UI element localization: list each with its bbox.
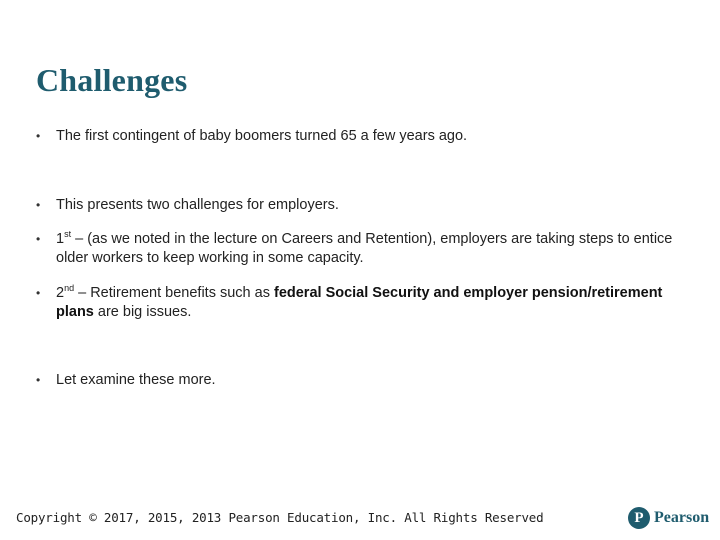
bullet-body: – (as we noted in the lecture on Careers and Retention), employers are taking steps to entice older workers to keep working in some capacity. — [56, 231, 673, 266]
bullet-text — [56, 230, 686, 268]
pearson-logo-text: Pearson — [654, 509, 710, 526]
bullet-body-before: – Retirement benefits such as — [74, 285, 274, 301]
ordinal-number: 1 — [56, 231, 65, 247]
bullet-marker: • — [36, 286, 41, 300]
bullet-marker: • — [36, 198, 41, 212]
bullet-body-after: are big issues. — [93, 304, 192, 320]
bullet-body-bold: federal Social Security and employer pension/retirement plans — [56, 285, 663, 320]
bullet-item-2 — [36, 196, 686, 215]
copyright-notice: Copyright © 2017, 2015, 2013 Pearson Education, Inc. All Rights Reserved — [16, 510, 544, 525]
bullet-marker: • — [36, 129, 41, 143]
bullet-item-1 — [36, 127, 686, 146]
bullet-item-5 — [36, 371, 686, 390]
bullet-text — [56, 284, 686, 322]
bullet-marker: • — [36, 232, 41, 246]
pearson-logo — [628, 505, 709, 531]
slide-title: Challenges — [36, 62, 188, 98]
bullet-item-4 — [36, 284, 686, 322]
bullet-text: Let examine these more. — [56, 372, 216, 388]
bullet-marker: • — [36, 373, 41, 387]
ordinal-suffix: nd — [64, 283, 75, 293]
bullet-item-3 — [36, 230, 686, 268]
bullet-text: This presents two challenges for employers. — [56, 197, 339, 213]
bullet-text: The first contingent of baby boomers turned 65 a few years ago. — [56, 128, 468, 144]
ordinal-suffix: st — [64, 229, 72, 239]
ordinal-number: 2 — [56, 285, 65, 301]
pearson-logo-icon: P — [628, 507, 650, 529]
